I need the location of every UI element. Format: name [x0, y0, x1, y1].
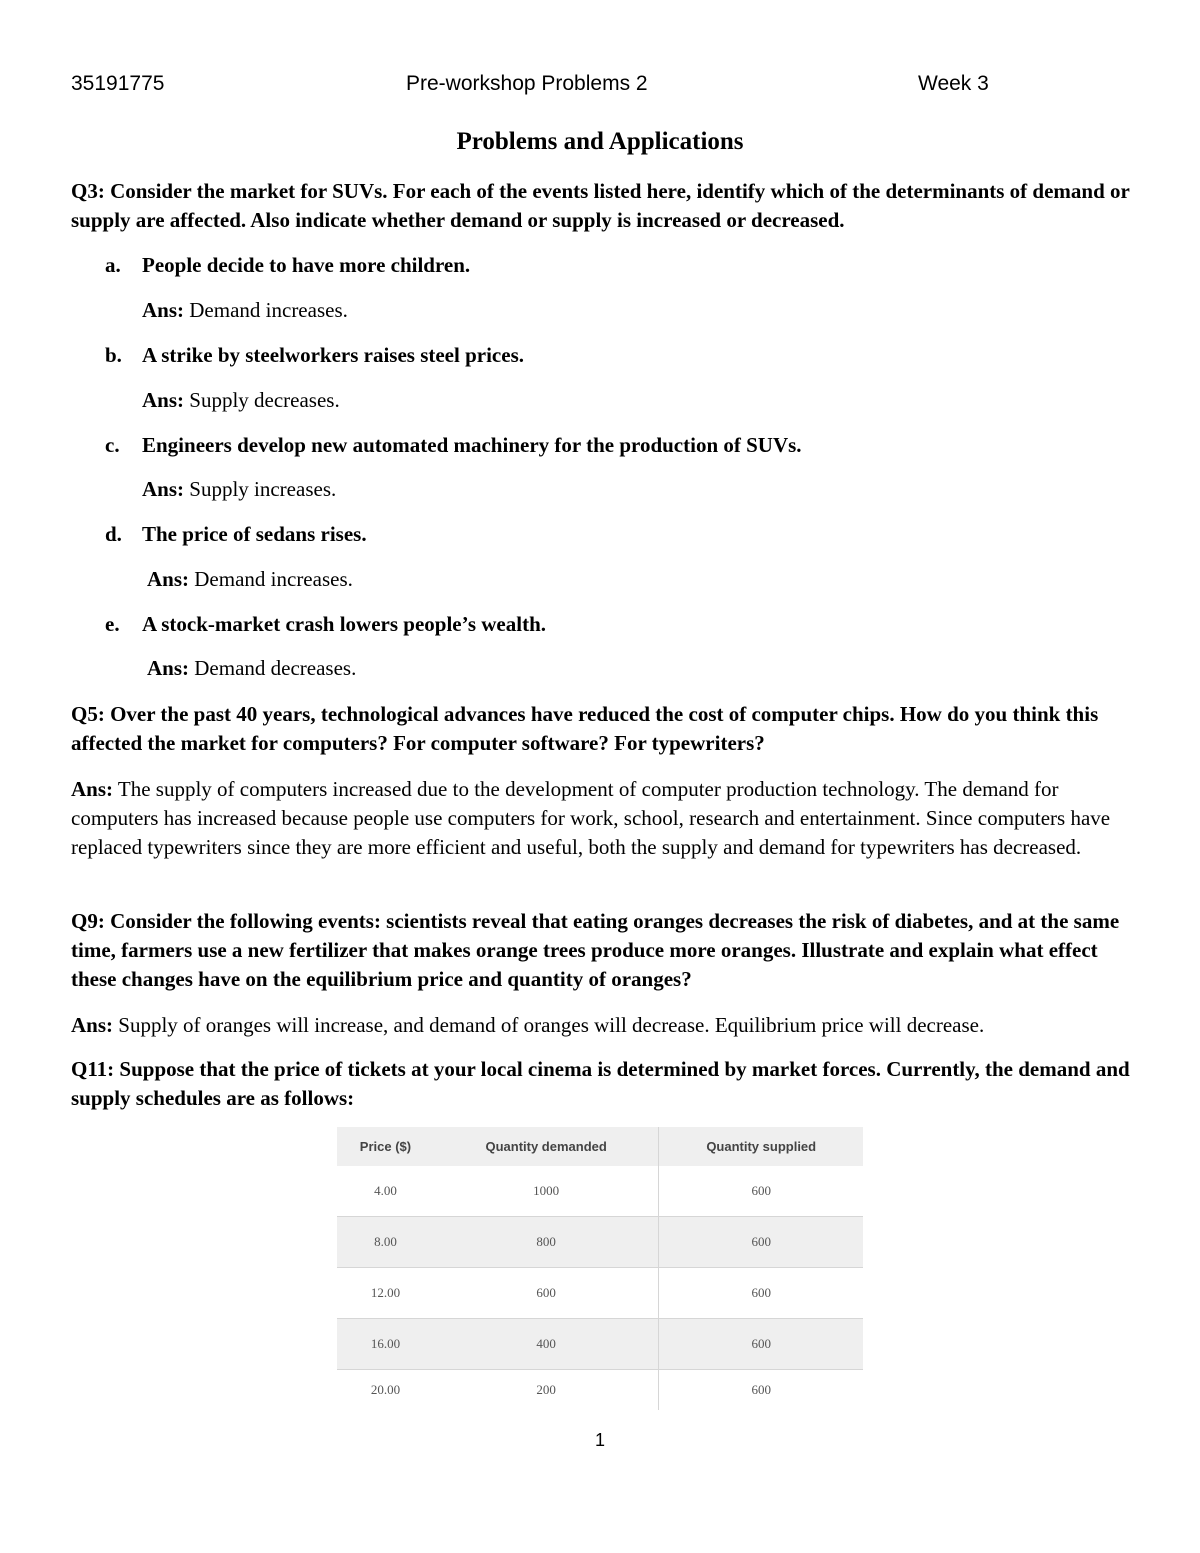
quantity-demanded-cell: 600 [434, 1268, 659, 1319]
header-document-title: Pre-workshop Problems 2 [406, 72, 648, 95]
quantity-demanded-cell: 1000 [434, 1166, 659, 1217]
quantity-supplied-cell: 600 [659, 1166, 863, 1217]
quantity-demanded-cell: 200 [536, 1382, 556, 1397]
page-title: Problems and Applications [456, 128, 744, 155]
item-label: d. [105, 522, 122, 546]
q3-answer-c [142, 475, 336, 504]
column-header-quantity-demanded: Quantity demanded [434, 1127, 659, 1166]
page-number: 1 [594, 1430, 605, 1450]
price-cell: 20.00 [370, 1382, 401, 1397]
quantity-supplied-cell: 600 [659, 1370, 863, 1411]
price-cell: 8.00 [337, 1217, 434, 1268]
answer-text: Supply of oranges will increase, and demand of oranges will decrease. Equilibrium price will decrease. [113, 1013, 985, 1037]
item-text: The price of sedans rises. [142, 522, 367, 546]
q3-question: Q3: Consider the market for SUVs. For each of the events listed here, identify which of the determinants of demand or supply are affected. Also indicate whether demand or supply is increased or decreased. [71, 179, 1130, 232]
supply-demand-table [337, 1127, 863, 1410]
answer-label: Ans: [142, 477, 185, 501]
answer-text: Supply increases. [184, 477, 337, 501]
q11-question: Q11: Suppose that the price of tickets at your local cinema is determined by market forces. Currently, the demand and supply schedules are as follows: [71, 1057, 1130, 1110]
answer-label: Ans: [147, 567, 190, 591]
answer-text: Demand increases. [184, 298, 348, 322]
item-text: People decide to have more children. [142, 253, 471, 277]
answer-text: Demand increases. [189, 567, 353, 591]
price-cell: 12.00 [337, 1268, 434, 1319]
header-week: Week 3 [918, 72, 989, 95]
q5-answer [71, 775, 1131, 862]
table-row [337, 1268, 863, 1319]
answer-label: Ans: [71, 777, 114, 801]
quantity-demanded-cell: 800 [434, 1217, 659, 1268]
item-text: A stock-market crash lowers people’s wealth. [142, 612, 546, 636]
answer-label: Ans: [147, 656, 190, 680]
q9-answer [71, 1011, 1131, 1040]
q3-answer-a [142, 296, 348, 325]
column-header-price: Price ($) [337, 1127, 434, 1166]
q3-answer-e [147, 654, 356, 683]
item-text: A strike by steelworkers raises steel prices. [142, 343, 524, 367]
item-text: Engineers develop new automated machinery for the production of SUVs. [142, 433, 802, 457]
table-row [337, 1217, 863, 1268]
quantity-supplied-cell: 600 [659, 1217, 863, 1268]
quantity-supplied-cell: 600 [659, 1268, 863, 1319]
quantity-supplied-cell: 600 [659, 1319, 863, 1370]
answer-text: The supply of computers increased due to the development of computer production technology. The demand for computers has increased because people use computers for work, school, research and entertainment. Since computers have replaced typewriters since they are more efficient and useful, both the supply and demand for typewriters has decreased. [71, 777, 1111, 859]
header-student-id: 35191775 [71, 72, 165, 95]
quantity-demanded-cell: 400 [434, 1319, 659, 1370]
answer-text: Demand decreases. [189, 656, 357, 680]
table-header-row [337, 1127, 863, 1166]
item-label: e. [105, 612, 120, 636]
price-cell: 16.00 [337, 1319, 434, 1370]
price-cell: 4.00 [337, 1166, 434, 1217]
column-header-quantity-supplied: Quantity supplied [659, 1127, 863, 1166]
item-label: b. [105, 343, 122, 367]
q3-answer-d [147, 565, 353, 594]
table-row [337, 1319, 863, 1370]
q9-question: Q9: Consider the following events: scientists reveal that eating oranges decreases the risk of diabetes, and at the same time, farmers use a new fertilizer that makes orange trees produce more oranges. Illustrate and explain what effect these changes have on the equilibrium price and quantity of oranges? [71, 909, 1120, 991]
table-row [337, 1370, 863, 1411]
answer-label: Ans: [71, 1013, 114, 1037]
answer-label: Ans: [142, 298, 185, 322]
table-row [337, 1166, 863, 1217]
q3-answer-b [142, 386, 340, 415]
item-label: c. [105, 433, 120, 457]
answer-text: Supply decreases. [184, 388, 340, 412]
answer-label: Ans: [142, 388, 185, 412]
item-label: a. [105, 253, 121, 277]
q5-question: Q5: Over the past 40 years, technological advances have reduced the cost of computer chips. How do you think this affected the market for computers? For computer software? For typewriters? [71, 702, 1099, 755]
